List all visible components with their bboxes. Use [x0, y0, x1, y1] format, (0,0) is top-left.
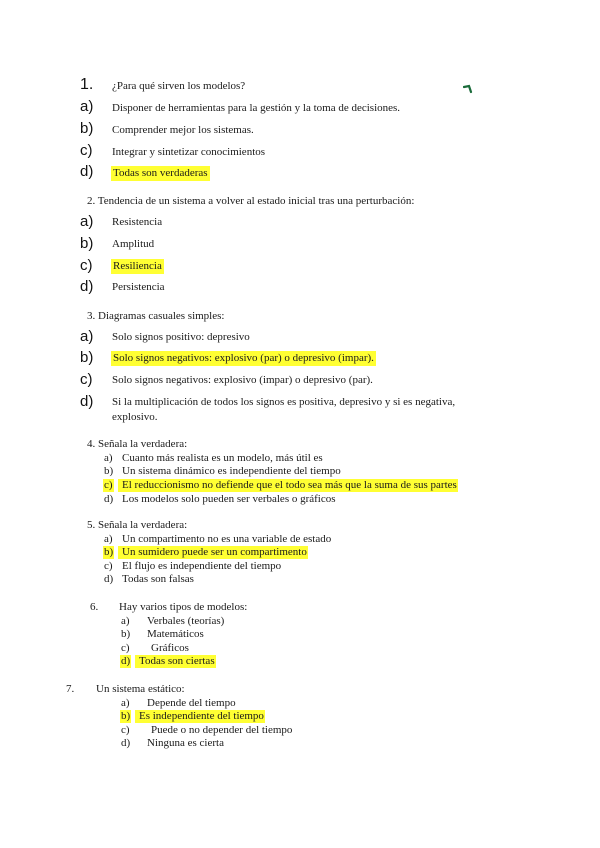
option-letter: d)	[80, 278, 94, 295]
option-letter: c)	[121, 642, 130, 654]
option-text: Resistencia	[112, 216, 163, 228]
correct-answer: El reduccionismo no defiende que el todo sea más que la suma de sus partes	[118, 479, 458, 492]
option-letter: c)	[104, 560, 113, 572]
option-text: Ninguna es cierta	[147, 737, 224, 749]
option-text: Puede o no depender del tiempo	[151, 724, 293, 736]
option-text: Un compartimento no es una variable de estado	[122, 533, 332, 545]
green-pen-mark-icon	[463, 81, 479, 99]
correct-answer: Todas son verdaderas	[113, 167, 208, 179]
option-letter: a)	[80, 213, 94, 230]
correct-answer: Resiliencia	[113, 260, 162, 272]
option-letter: b)	[121, 628, 131, 640]
option-text: Disponer de herramientas para la gestión y la toma de decisiones.	[112, 102, 401, 114]
correct-answer-letter: c)	[104, 479, 113, 491]
question-text: 3. Diagramas casuales simples:	[87, 310, 225, 322]
question-text: 2. Tendencia de un sistema a volver al estado inicial tras una perturbación:	[87, 195, 415, 207]
correct-answer-letter: d)	[121, 655, 131, 667]
option-text-continued: explosivo.	[112, 411, 158, 423]
option-text: Los modelos solo pueden ser verbales o gráficos	[122, 493, 336, 505]
option-letter: a)	[80, 98, 94, 115]
option-letter: a)	[104, 452, 113, 464]
question-text: 5. Señala la verdadera:	[87, 519, 188, 531]
correct-answer-letter: b)	[121, 710, 131, 722]
correct-answer-letter: b)	[104, 546, 114, 558]
question-number: 7.	[66, 683, 75, 695]
option-text: Gráficos	[151, 642, 189, 654]
option-text: Todas son falsas	[122, 573, 194, 585]
option-letter: d)	[104, 573, 114, 585]
option-text: Persistencia	[112, 281, 165, 293]
option-letter: a)	[104, 533, 113, 545]
option-text: Si la multiplicación de todos los signos es positiva, depresivo y si es negativa,	[112, 396, 456, 408]
question-text: 4. Señala la verdadera:	[87, 438, 188, 450]
option-text: Integrar y sintetizar conocimientos	[112, 146, 266, 158]
correct-answer: Un sumidero puede ser un compartimento	[118, 546, 308, 559]
option-text: Amplitud	[112, 238, 155, 250]
question-text: ¿Para qué sirven los modelos?	[112, 80, 246, 92]
question-number: 1.	[80, 76, 94, 93]
option-text: Comprender mejor los sistemas.	[112, 124, 254, 136]
option-text: Solo signos negativos: explosivo (impar) o depresivo (par).	[112, 374, 373, 386]
option-text: Cuanto más realista es un modelo, más útil es	[122, 452, 323, 464]
option-letter: b)	[80, 349, 94, 366]
option-text: Verbales (teorías)	[147, 615, 225, 627]
option-letter: d)	[80, 393, 94, 410]
option-text: Matemáticos	[147, 628, 204, 640]
option-letter: b)	[104, 465, 114, 477]
correct-answer: Todas son ciertas	[135, 655, 216, 668]
option-letter: c)	[80, 142, 93, 159]
option-letter: d)	[121, 737, 131, 749]
option-letter: b)	[80, 120, 94, 137]
option-text: Depende del tiempo	[147, 697, 236, 709]
correct-answer: Solo signos negativos: explosivo (par) o depresivo (impar).	[113, 352, 374, 364]
option-letter: d)	[80, 163, 94, 180]
option-letter: b)	[80, 235, 94, 252]
option-letter: a)	[121, 615, 130, 627]
option-letter: c)	[80, 371, 93, 388]
option-letter: c)	[80, 257, 93, 274]
question-number: 6.	[90, 601, 99, 613]
option-letter: c)	[121, 724, 130, 736]
option-letter: d)	[104, 493, 114, 505]
option-letter: a)	[80, 328, 94, 345]
option-letter: a)	[121, 697, 130, 709]
option-text: El flujo es independiente del tiempo	[122, 560, 282, 572]
question-text: Hay varios tipos de modelos:	[119, 601, 248, 613]
correct-answer: Es independiente del tiempo	[135, 710, 265, 723]
question-text: Un sistema estático:	[96, 683, 185, 695]
option-text: Solo signos positivo: depresivo	[112, 331, 250, 343]
option-text: Un sistema dinámico es independiente del tiempo	[122, 465, 341, 477]
